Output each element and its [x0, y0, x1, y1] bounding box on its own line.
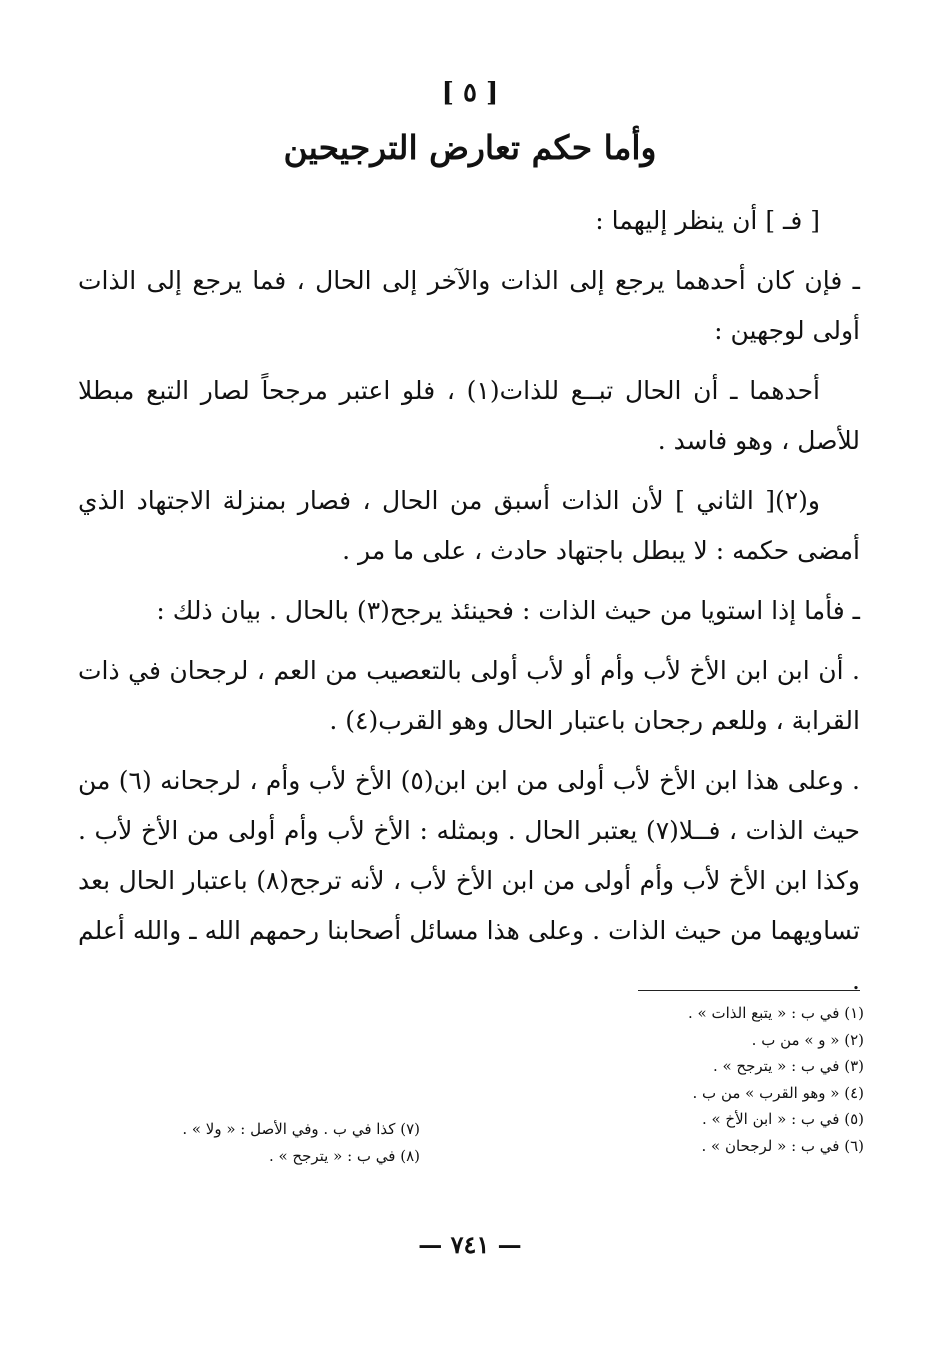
section-title: وأما حكم تعارض الترجيحين — [283, 128, 657, 167]
footnote: (١) في ب : « يتبع الذات » . — [688, 1004, 864, 1022]
body-text — [78, 196, 860, 1016]
footnote: (٤) « وهو القرب » من ب . — [692, 1083, 864, 1102]
footnotes-column-right — [604, 1000, 864, 1159]
paragraph: . أن ابن ابن الأخ لأب وأم أو لأب أولى بالتعصيب من العم ، لرجحان في ذات القرابة ، وللعم رجحان باعتبار الحال وهو القرب(٤) . — [78, 656, 860, 735]
paragraph: [ فـ ] أن ينظر إليهما : — [595, 206, 820, 235]
footnote: (٦) في ب : « لرجحان » . — [701, 1136, 864, 1155]
page-number: — ٧٤١ — — [418, 1230, 522, 1259]
paragraph: . وعلى هذا ابن الأخ لأب أولى من ابن ابن(٥) الأخ لأب وأم ، لرجحانه (٦) من حيث الذات ، فــلا(٧) يعتبر الحال . وبمثله : الأخ لأب وأم أولى من الأخ لأب . وكذا ابن الأخ لأب وأم أولى من ابن الأخ لأب ، لأنه ترجح(٨) باعتبار الحال بعد تساويهما من حيث الذات . وعلى هذا مسائل أصحابنا رحمهم الله ـ والله أعلم . — [78, 766, 860, 995]
paragraph: ـ فإن كان أحدهما يرجع إلى الذات والآخر إلى الحال ، فما يرجع إلى الذات أولى لوجهين : — [78, 266, 860, 345]
footnote: (٣) في ب : « يترجح » . — [712, 1057, 864, 1075]
section-number: [ ٥ ] — [441, 78, 499, 108]
footnote: (٧) كذا في ب . وفي الأصل : « ولا » . — [182, 1120, 420, 1138]
paragraph: ـ فأما إذا استويا من حيث الذات : فحينئذ يرجح(٣) بالحال . بيان ذلك : — [156, 596, 860, 625]
footnotes-column-left — [80, 1116, 420, 1169]
footnote: (٢) « و » من ب . — [751, 1030, 864, 1049]
footnote: (٨) في ب : « يترجح » . — [268, 1146, 420, 1165]
footnote: (٥) في ب : « ابن الأخ » . — [701, 1110, 864, 1128]
footnote-divider — [638, 990, 860, 991]
paragraph: أحدهما ـ أن الحال تبــع للذات(١) ، فلو اعتبر مرجحاً لصار التبع مبطلا للأصل ، وهو فاسد . — [78, 376, 860, 455]
paragraph: و(٢)[ الثاني ] لأن الذات أسبق من الحال ، فصار بمنزلة الاجتهاد الذي أمضى حكمه : لا يبطل باجتهاد حادث ، على ما مر . — [78, 486, 860, 565]
